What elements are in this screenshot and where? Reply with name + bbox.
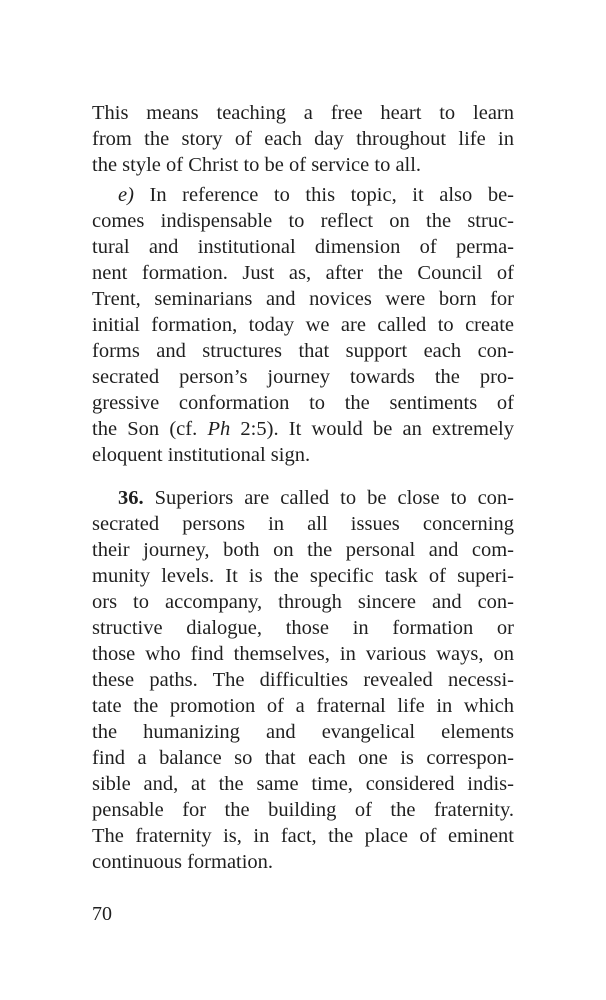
text-line: their journey, both on the personal and com- [92,539,514,561]
text-line: the humanizing and evangelical elements [92,721,514,743]
page-number: 70 [92,903,112,925]
text-line: comes indispensable to reflect on the struc- [92,210,514,232]
text-span: 2:5). It would be an extremely [230,418,515,440]
paragraph-e [92,182,514,468]
text-line: forms and structures that support each con- [92,340,514,362]
list-marker: e) [118,184,134,206]
scripture-citation: Ph [207,418,231,440]
text-line: those who find themselves, in various ways, on [92,643,514,665]
paragraph-36 [92,485,514,875]
text-line: This means teaching a free heart to learn [92,102,514,124]
text-line: secrated person’s journey towards the pro- [92,366,514,388]
text-line: nent formation. Just as, after the Council of [92,262,514,284]
text-span: In reference to this topic, it also be- [133,184,514,206]
text-line: structive dialogue, those in formation or [92,617,514,639]
text-span: Superiors are called to be close to con- [143,487,514,509]
text-line [92,485,514,511]
text-line: eloquent institutional sign. [92,444,311,466]
text-line: secrated persons in all issues concerning [92,513,514,535]
text-line: from the story of each day throughout life in [92,128,514,150]
text-line: find a balance so that each one is correspon- [92,747,514,769]
text-line: munity levels. It is the specific task of superi- [92,565,514,587]
text-line: initial formation, today we are called to create [92,314,514,336]
text-line: gressive conformation to the sentiments of [92,392,514,414]
text-span: the Son (cf. [92,418,208,440]
text-line [92,182,514,208]
text-line: pensable for the building of the fraternity. [92,799,514,821]
text-line: tate the promotion of a fraternal life in which [92,695,514,717]
text-line: tural and institutional dimension of perma- [92,236,514,258]
text-line: The fraternity is, in fact, the place of eminent [92,825,514,847]
text-line: ors to accompany, through sincere and con- [92,591,514,613]
page-body [92,100,514,875]
text-line: the style of Christ to be of service to all. [92,154,422,176]
text-line: continuous formation. [92,851,274,873]
text-line: sible and, at the same time, considered indis- [92,773,514,795]
text-line [92,416,514,442]
paragraph-continuation [92,100,514,178]
text-line: Trent, seminarians and novices were born for [92,288,514,310]
paragraph-number: 36. [118,487,144,509]
text-line: these paths. The difficulties revealed necessi- [92,669,514,691]
